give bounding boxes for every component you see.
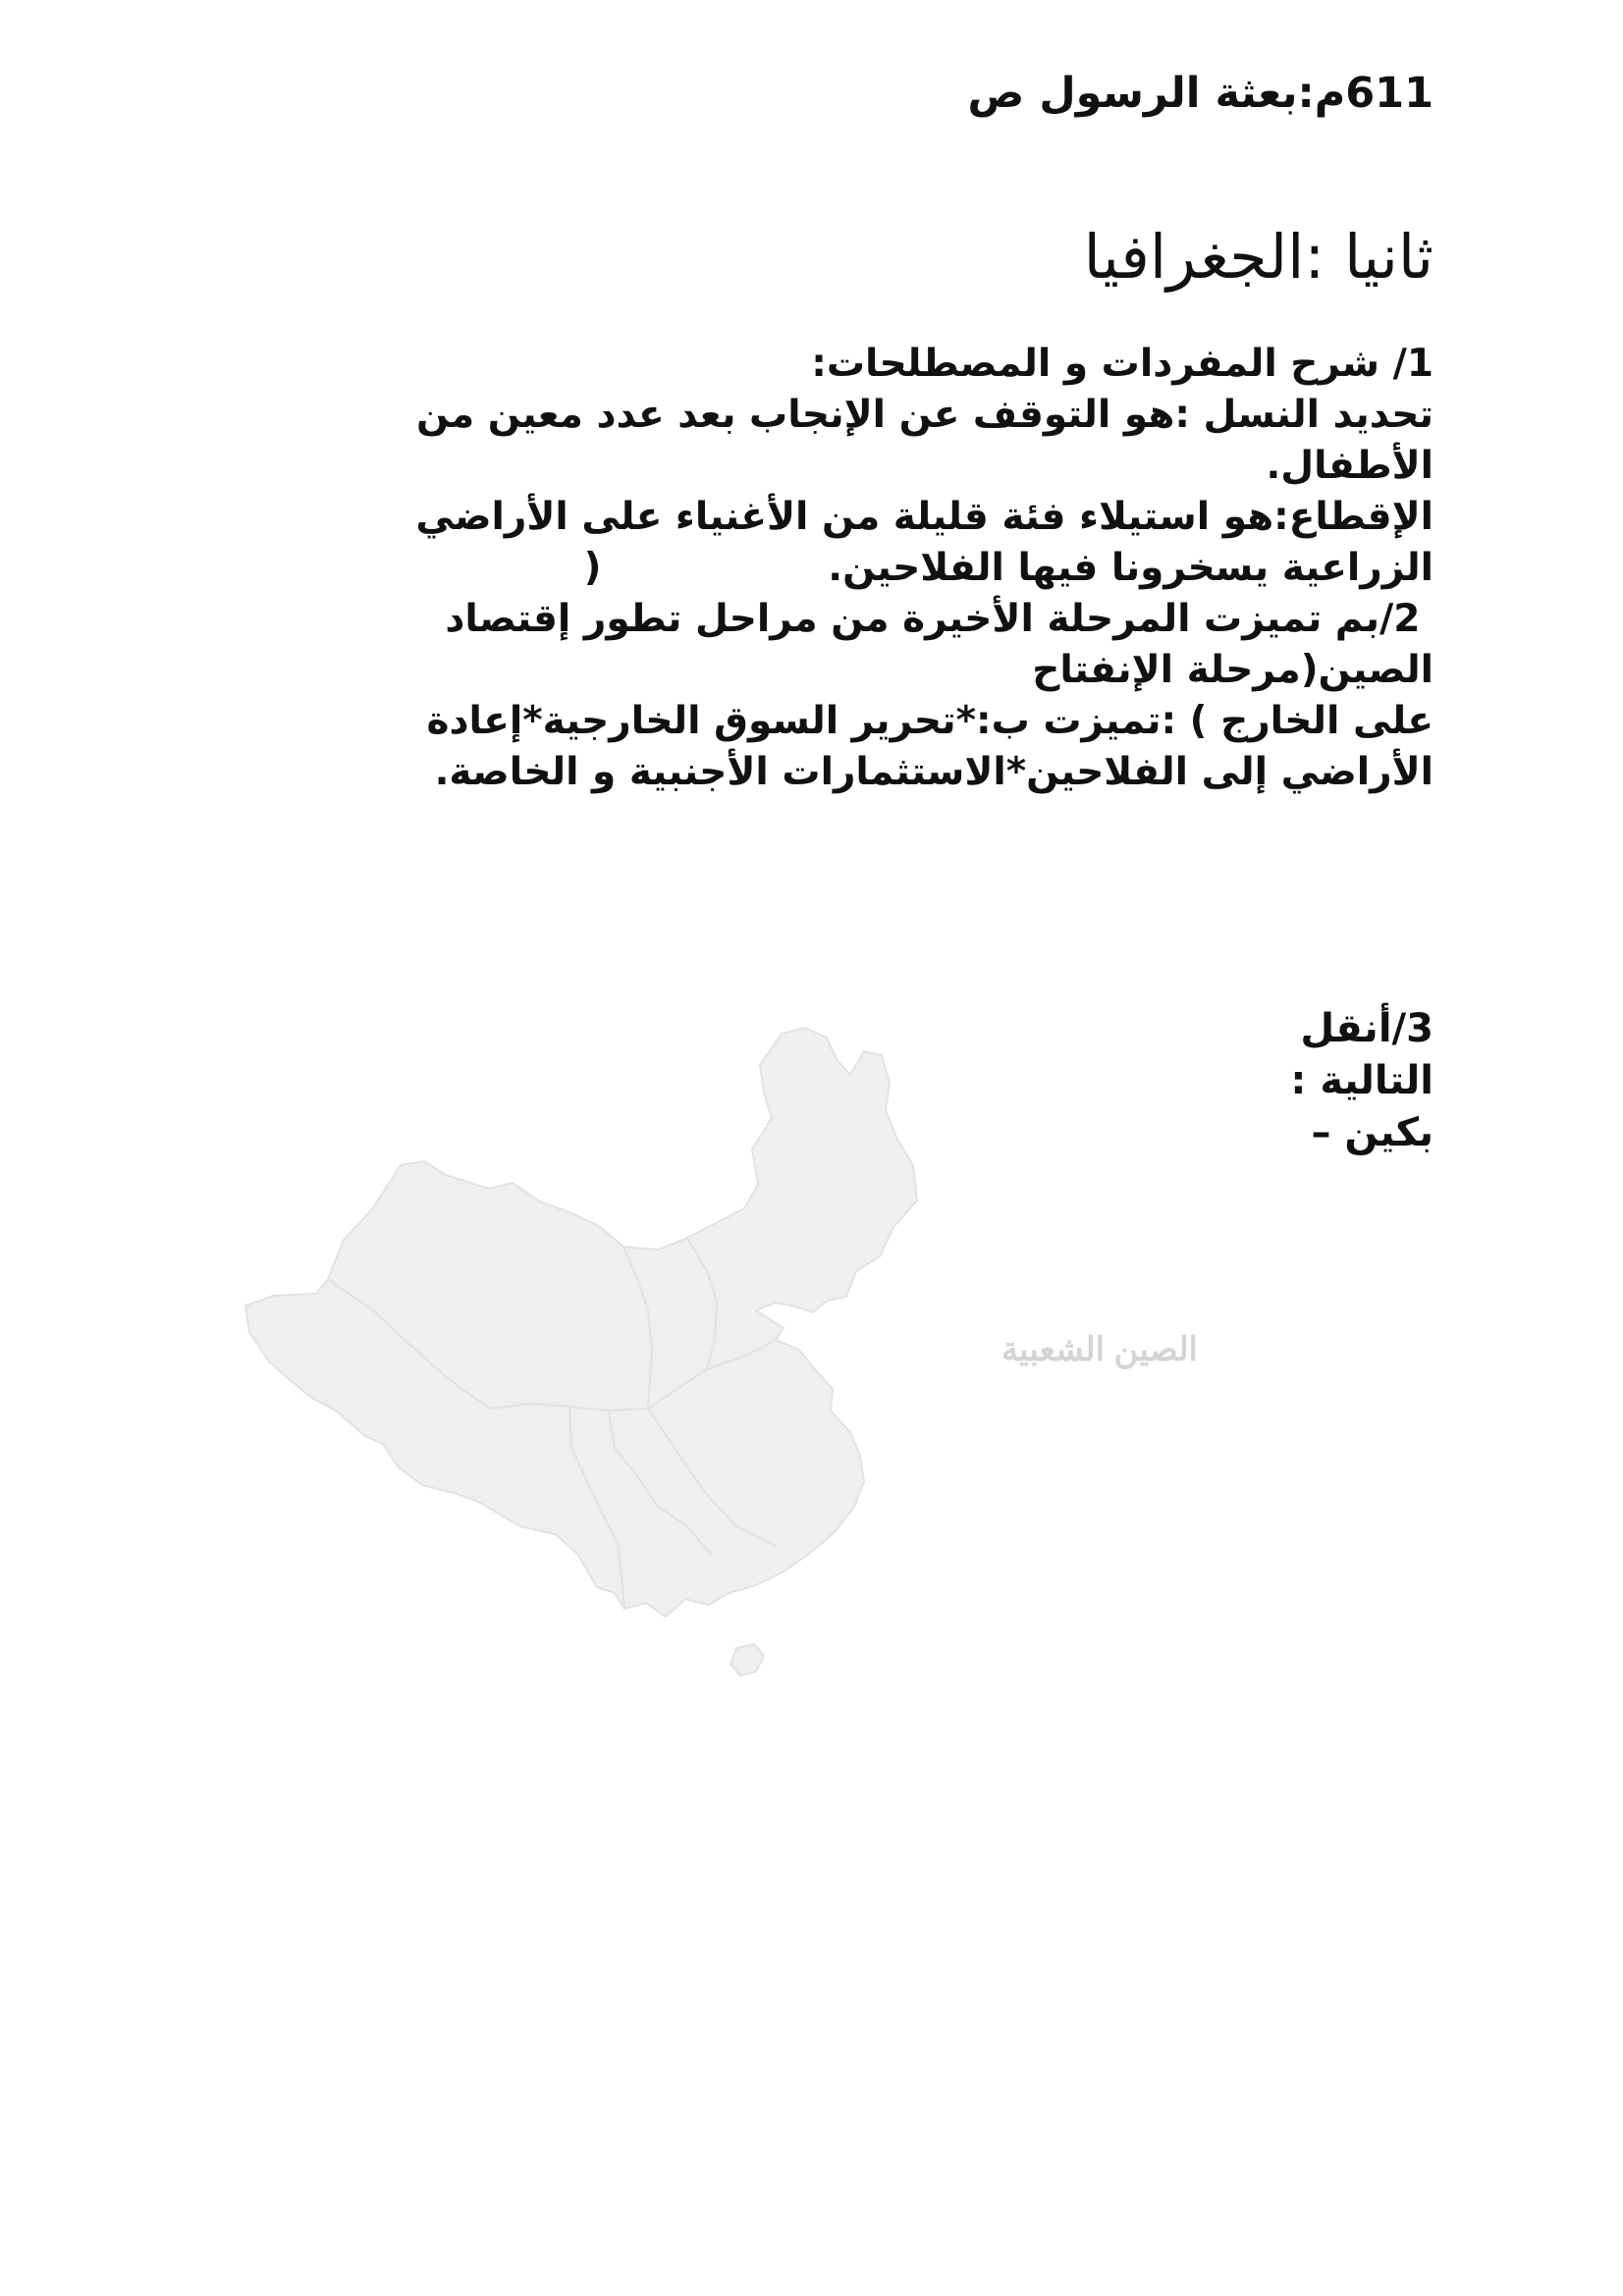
question-line: 3/أنقل <box>1300 1006 1434 1051</box>
text-line: الإقطاع:هو استيلاء فئة قليلة من الأغنياء على الأراضي <box>415 495 1434 539</box>
text-line: 2/بم تميزت المرحلة الأخيرة من مراحل تطور إقتصاد <box>445 597 1434 641</box>
text-line: الأراضي إلى الفلاحين*الاستثمارات الأجنبية و الخاصة. <box>434 750 1434 794</box>
text-line: على الخارج ) :تميزت ب:*تحرير السوق الخارجية*إعادة <box>426 699 1434 743</box>
text-line: 1/ شرح المفردات و المصطلحات: <box>811 342 1434 386</box>
text-line: تحديد النسل :هو التوقف عن الإنجاب بعد عدد معين من <box>415 393 1434 437</box>
question-line: بكين – <box>1311 1110 1434 1155</box>
section-title: ثانيا :الجغرافيا <box>1083 221 1434 293</box>
china-mainland-shape <box>245 1028 917 1617</box>
hainan-island-shape <box>730 1644 764 1676</box>
page-heading: 611م:بعثة الرسول ص <box>967 69 1434 118</box>
body-text <box>275 339 1434 798</box>
text-line: الأطفال. <box>1266 444 1434 488</box>
question-3 <box>1188 1003 1434 1159</box>
text-line: الزراعية يسخرونا فيها الفلاحين. ( <box>583 546 1434 590</box>
question-line: التالية : <box>1290 1058 1434 1103</box>
china-map <box>226 1016 952 1703</box>
text-line: الصين(مرحلة الإنفتاح <box>1032 648 1434 692</box>
map-label: الصين الشعبية <box>1001 1331 1198 1368</box>
china-map-shapes <box>245 1028 917 1676</box>
